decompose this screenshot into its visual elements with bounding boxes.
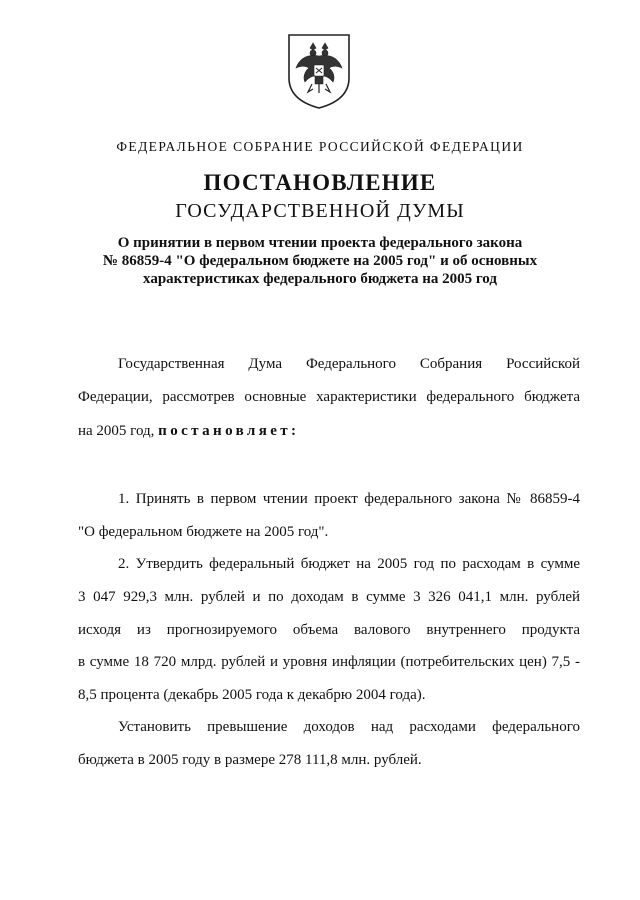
- item-2-line: 8,5 процента (декабрь 2005 года к декабрю 2004 года).: [78, 687, 426, 703]
- item-1-line: "О федеральном бюджете на 2005 год".: [78, 524, 329, 540]
- document-title: ПОСТАНОВЛЕНИЕ: [203, 170, 437, 195]
- preamble-line: [78, 422, 299, 440]
- coat-of-arms-icon: [286, 32, 352, 110]
- item-2-line: 3 047 929,3 млн. рублей и по доходам в сумме 3 326 041,1 млн. рублей: [78, 589, 580, 605]
- preamble-line: Федерации, рассмотрев основные характеристики федерального бюджета: [78, 389, 580, 405]
- preamble-line: Государственная Дума Федерального Собрания Российской: [118, 356, 580, 372]
- organization-name: ФЕДЕРАЛЬНОЕ СОБРАНИЕ РОССИЙСКОЙ ФЕДЕРАЦИИ: [116, 139, 524, 154]
- item-1-line: 1. Принять в первом чтении проект федерального закона № 86859-4: [118, 491, 580, 507]
- item-2-line: исходя из прогнозируемого объема валового внутреннего продукта: [78, 622, 580, 638]
- heading-line: О принятии в первом чтении проекта федерального закона: [117, 235, 523, 251]
- heading-line: № 86859-4 "О федеральном бюджете на 2005 год" и об основных: [102, 253, 538, 269]
- item-2-line: 2. Утвердить федеральный бюджет на 2005 год по расходам в сумме: [118, 556, 580, 572]
- preamble-text: на 2005 год,: [78, 423, 155, 439]
- document-subtitle: ГОСУДАРСТВЕННОЙ ДУМЫ: [175, 200, 465, 222]
- resolution-keyword: постановляет:: [158, 423, 300, 439]
- surplus-line: бюджета в 2005 году в размере 278 111,8 млн. рублей.: [78, 752, 422, 768]
- resolution-heading: [100, 234, 540, 288]
- surplus-line: Установить превышение доходов над расходами федерального: [118, 719, 580, 735]
- item-2-line: в сумме 18 720 млрд. рублей и уровня инфляции (потребительских цен) 7,5 -: [78, 654, 580, 670]
- heading-line: характеристиках федерального бюджета на 2005 год: [143, 271, 497, 287]
